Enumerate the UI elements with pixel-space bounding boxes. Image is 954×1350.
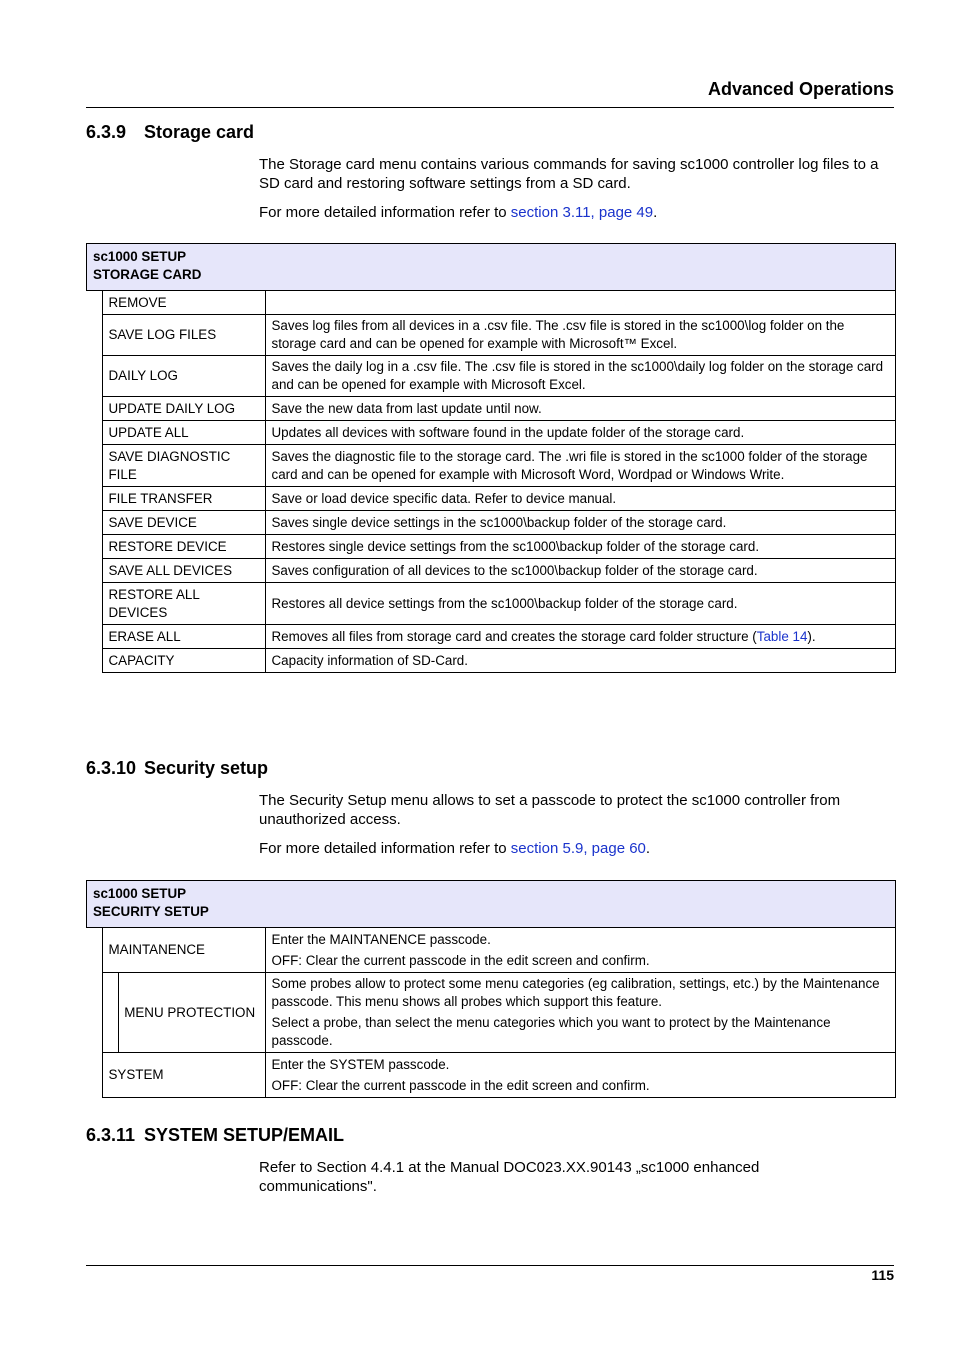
menu-item-description: Save or load device specific data. Refer to device manual. <box>265 487 896 511</box>
table-row <box>87 356 896 397</box>
description-line: Some probes allow to protect some menu categories (eg calibration, settings, etc.) by the Maintenance passcode. This menu shows all probes which support this feature. <box>271 976 880 1009</box>
indent-cell <box>87 356 103 397</box>
menu-item-name: DAILY LOG <box>102 356 265 397</box>
menu-item-name: SAVE DEVICE <box>102 511 265 535</box>
section-link[interactable]: section 3.11, page 49 <box>510 204 654 221</box>
header-rule <box>86 107 894 108</box>
menu-item-name: MAINTANENCE <box>102 928 265 973</box>
table-row <box>87 511 896 535</box>
storage-intro: The Storage card menu contains various commands for saving sc1000 controller log files to a SD card and restoring software settings from a SD card. <box>259 156 879 192</box>
menu-item-name: UPDATE DAILY LOG <box>102 397 265 421</box>
running-header: Advanced Operations <box>707 79 894 99</box>
section-title: Storage card <box>144 122 255 142</box>
indent-cell <box>87 487 103 511</box>
indent-cell <box>87 973 103 1053</box>
menu-item-description: Restores single device settings from the sc1000\backup folder of the storage card. <box>265 535 896 559</box>
menu-item-description <box>265 625 896 649</box>
indent-cell <box>87 559 103 583</box>
indent-cell <box>87 928 103 973</box>
section-link[interactable]: section 5.9, page 60 <box>510 840 646 857</box>
table-row <box>87 535 896 559</box>
menu-item-description: Saves the daily log in a .csv file. The .csv file is stored in the sc1000\daily log folder on the storage card and can be opened for example with Microsoft Excel. <box>265 356 896 397</box>
security-reference <box>259 839 899 858</box>
indent-cell <box>102 973 119 1053</box>
description-line: OFF: Clear the current passcode in the edit screen and confirm. <box>271 952 650 968</box>
menu-item-name: CAPACITY <box>102 649 265 673</box>
reference-text: For more detailed information refer to <box>259 840 511 857</box>
table-row <box>87 928 896 973</box>
email-text: Refer to Section 4.4.1 at the Manual DOC023.XX.90143 „sc1000 enhanced communications". <box>259 1159 760 1195</box>
table-row <box>87 649 896 673</box>
table-header-line-1: sc1000 SETUP <box>93 886 187 901</box>
indent-cell <box>87 511 103 535</box>
table-row <box>87 421 896 445</box>
menu-item-name: FILE TRANSFER <box>102 487 265 511</box>
table-header-row <box>87 244 896 291</box>
table-header-row <box>87 881 896 928</box>
reference-suffix: . <box>645 840 651 857</box>
table-row <box>87 315 896 356</box>
menu-item-description: Save the new data from last update until now. <box>265 397 896 421</box>
menu-item-description: Saves the diagnostic file to the storage card. The .wri file is stored in the sc1000 folder of the storage card and can be opened for example with Microsoft Word, Wordpad or Windows Write. <box>265 445 896 487</box>
security-intro: The Security Setup menu allows to set a passcode to protect the sc1000 controller from unauthorized access. <box>259 792 841 828</box>
menu-item-name: SAVE ALL DEVICES <box>102 559 265 583</box>
table-link[interactable]: Table 14 <box>756 628 808 644</box>
menu-item-name: MENU PROTECTION <box>119 973 265 1053</box>
table-row <box>87 445 896 487</box>
menu-item-name: REMOVE <box>102 291 265 315</box>
table-header <box>87 244 896 291</box>
page-number: 115 <box>871 1267 894 1283</box>
section-heading-system-setup-email <box>86 1125 344 1146</box>
indent-cell <box>87 291 103 315</box>
section-number: 6.3.11 <box>86 1125 136 1145</box>
menu-item-description <box>265 291 896 315</box>
table-row <box>87 625 896 649</box>
indent-cell <box>87 421 103 445</box>
table-header-line-1: sc1000 SETUP <box>93 249 187 264</box>
table-row <box>87 487 896 511</box>
section-title: Security setup <box>144 758 269 778</box>
section-title: SYSTEM SETUP/EMAIL <box>144 1125 345 1145</box>
description-line: OFF: Clear the current passcode in the edit screen and confirm. <box>271 1077 650 1093</box>
menu-item-description: Saves single device settings in the sc1000\backup folder of the storage card. <box>265 511 896 535</box>
menu-item-description <box>265 928 896 973</box>
description-line: Select a probe, than select the menu categories which you want to protect by the Maintenance passcode. <box>271 1015 831 1048</box>
menu-item-description: Updates all devices with software found in the update folder of the storage card. <box>265 421 896 445</box>
indent-cell <box>87 1053 103 1098</box>
storage-reference <box>259 203 899 222</box>
description-line: Enter the SYSTEM passcode. <box>271 1056 450 1072</box>
menu-item-name: RESTORE DEVICE <box>102 535 265 559</box>
menu-item-description: Restores all device settings from the sc1000\backup folder of the storage card. <box>265 583 896 625</box>
section-number: 6.3.9 <box>86 122 127 142</box>
section-heading-storage-card <box>86 122 254 143</box>
indent-cell <box>87 535 103 559</box>
section-heading-security-setup <box>86 758 268 779</box>
table-header-line-2: SECURITY SETUP <box>93 904 209 919</box>
section-number: 6.3.10 <box>86 758 137 778</box>
table-header-line-2: STORAGE CARD <box>93 267 202 282</box>
erase-desc-suffix: ). <box>807 628 816 644</box>
table-row <box>87 559 896 583</box>
menu-item-name: ERASE ALL <box>102 625 265 649</box>
indent-cell <box>87 583 103 625</box>
security-setup-menu-table <box>86 880 896 1098</box>
reference-text: For more detailed information refer to <box>259 204 511 221</box>
indent-cell <box>87 397 103 421</box>
menu-item-description: Saves log files from all devices in a .csv file. The .csv file is stored in the sc1000\log folder on the storage card and can be opened for example with Microsoft™ Excel. <box>265 315 896 356</box>
menu-item-name: SAVE DIAGNOSTIC FILE <box>102 445 265 487</box>
menu-item-description <box>265 973 896 1053</box>
menu-item-name: UPDATE ALL <box>102 421 265 445</box>
table-row <box>87 397 896 421</box>
erase-desc-text: Removes all files from storage card and creates the storage card folder structure ( <box>271 628 757 644</box>
menu-item-description: Saves configuration of all devices to the sc1000\backup folder of the storage card. <box>265 559 896 583</box>
description-line: Enter the MAINTANENCE passcode. <box>271 931 491 947</box>
menu-item-description: Capacity information of SD-Card. <box>265 649 896 673</box>
reference-suffix: . <box>653 204 658 221</box>
storage-card-menu-table <box>86 243 896 673</box>
menu-item-name: RESTORE ALL DEVICES <box>102 583 265 625</box>
indent-cell <box>87 445 103 487</box>
table-row <box>87 583 896 625</box>
table-row <box>87 291 896 315</box>
indent-cell <box>87 315 103 356</box>
indent-cell <box>87 649 103 673</box>
table-row <box>87 1053 896 1098</box>
menu-item-description <box>265 1053 896 1098</box>
menu-item-name: SYSTEM <box>102 1053 265 1098</box>
table-header <box>87 881 896 928</box>
table-row <box>87 973 896 1053</box>
footer-rule <box>86 1265 894 1266</box>
indent-cell <box>87 625 103 649</box>
menu-item-name: SAVE LOG FILES <box>102 315 265 356</box>
